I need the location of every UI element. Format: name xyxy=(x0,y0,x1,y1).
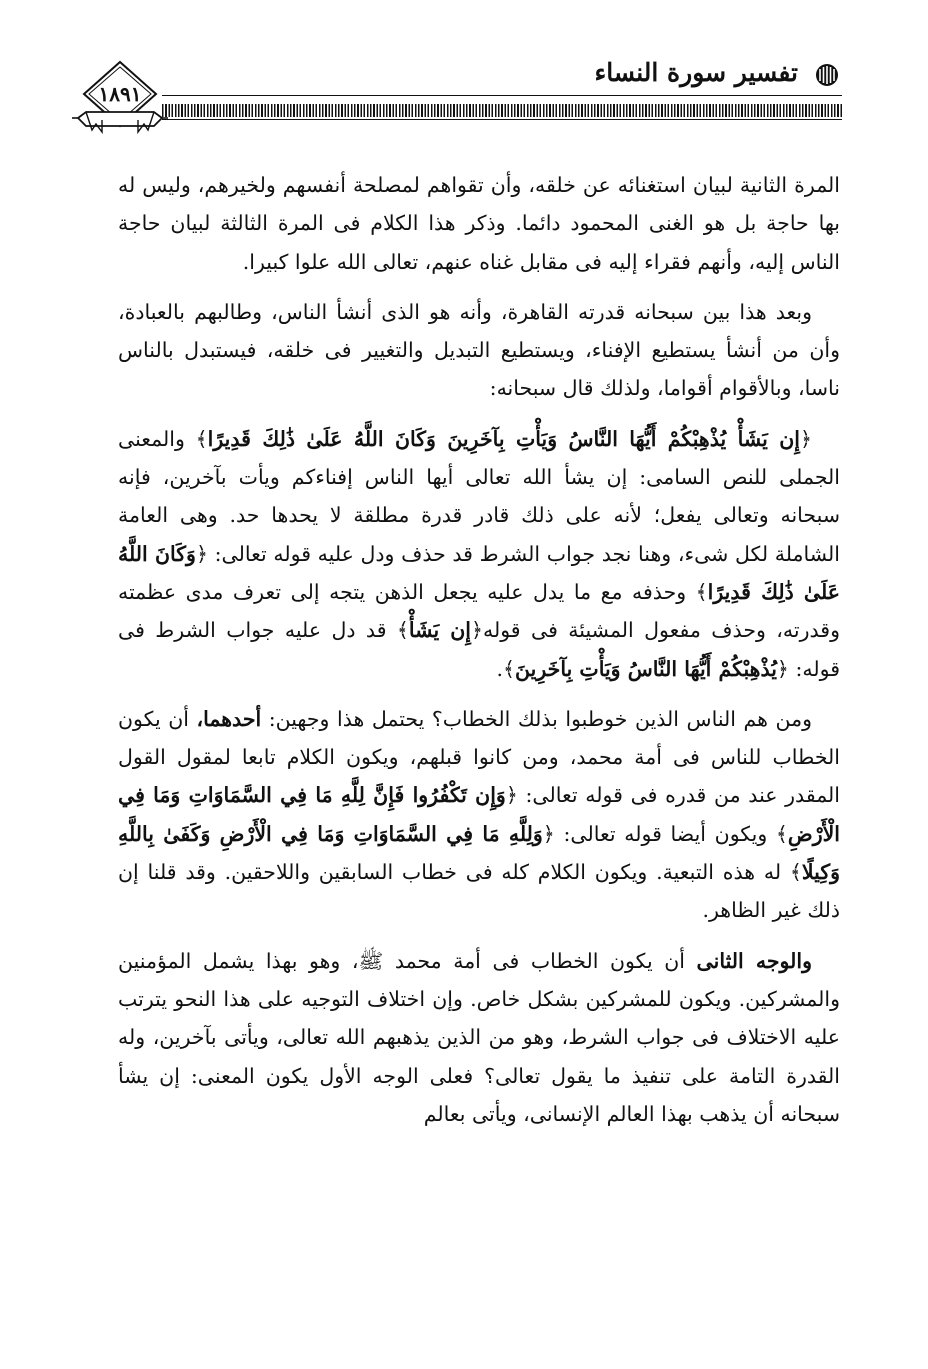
page-header xyxy=(0,0,928,150)
quran-verse: يُذْهِبْكُمْ أَيُّهَا النَّاسُ وَيَأْتِ بِآخَرِينَ xyxy=(515,656,777,681)
paragraph-text: والمعنى الجملى للنص السامى: إن يشأ الله تعالى أيها الناس إفناءكم ويأت بآخرين، فإنه سبحانه وتعالى يفعل؛ لأنه على ذلك قادر قدرة مطلقة لا يحدها حد. وهى العامة الشاملة لكل شىء، وهنا نجد جواب الشرط قد حذف ودل عليه قوله تعالى: xyxy=(118,426,840,566)
body-text xyxy=(118,166,840,1133)
verse-close-bracket: ﴾ xyxy=(789,860,802,885)
paragraph-5 xyxy=(118,942,840,1133)
paragraph-3 xyxy=(118,420,840,688)
quran-verse: إِن يَشَأْ xyxy=(408,618,471,643)
paragraph-text: أن يكون الخطاب فى أمة محمد ﷺ، وهو بهذا يشمل المؤمنين والمشركين. ويكون للمشركين بشكل خاص. وإن اختلاف التوجيه على هذا النحو يترتب عليه الاختلاف فى جواب الشرط، وهو من الذين يذهبهم الله تعالى، ويأتى بآخرين، وله القدرة التامة على تنفيذ ما يقول تعالى؟ فعلى الوجه الأول يكون المعنى: إن يشأ سبحانه أن يذهب بهذا العالم الإنسانى، ويأتى بعالم xyxy=(118,948,840,1126)
paragraph-1: المرة الثانية لبيان استغنائه عن خلقه، وأن تقواهم لمصلحة أنفسهم ولخيرهم، وليس له بها حاجة بل هو الغنى المحمود دائما. وذكر هذا الكلام فى المرة الثالثة لبيان حاجة الناس إليه، وأنهم فقراء إليه فى مقابل غناه عنهم، تعالى الله علوا كبيرا. xyxy=(118,173,840,274)
paragraph-text: قد دل عليه جواب الشرط فى قوله: xyxy=(118,618,840,681)
paragraph-2: وبعد هذا بين سبحانه قدرته القاهرة، وأنه هو الذى أنشأ الناس، وطالبهم بالعبادة، وأن من أنشأ يستطيع الإفناء، ويستطيع التبديل والتغيير فى خلقه، فيستبدل بالناس ناسا، وبالأقوام أقواما، ولذلك قال سبحانه: xyxy=(118,299,840,401)
paragraph-text: ويكون أيضا قوله تعالى: xyxy=(554,821,776,846)
lead-term: أحدهما، xyxy=(196,706,262,731)
running-title: تفسير سورة النساء xyxy=(594,58,798,87)
lead-term: والوجه الثانى xyxy=(696,948,812,973)
verse-close-bracket: ﴾ xyxy=(695,579,708,604)
header-rule-top xyxy=(162,95,842,96)
verse-close-bracket: ﴾ xyxy=(396,618,409,643)
paragraph-text: له هذه التبعية. ويكون الكلام كله فى خطاب السابقين واللاحقين. وقد قلنا إن ذلك غير الظاهر. xyxy=(118,860,840,923)
verse-open-bracket: ﴿ xyxy=(800,426,813,451)
paragraph-text: أن يكون الخطاب للناس فى أمة محمد، ومن كانوا قبلهم، ويكون الكلام تابعا لمقول القول المقدر عند من قدره فى قوله تعالى: xyxy=(118,706,840,808)
quran-verse: إِن يَشَأْ يُذْهِبْكُمْ أَيُّهَا النَّاسُ وَيَأْتِ بِآخَرِينَ وَكَانَ اللَّهُ عَلَىٰ ذَٰلِكَ قَدِيرًا xyxy=(207,426,800,451)
quran-verse: وَإِن تَكْفُرُوا فَإِنَّ لِلَّهِ مَا فِي السَّمَاوَاتِ وَمَا فِي الْأَرْضِ xyxy=(118,783,840,846)
header-rule-bottom xyxy=(162,119,842,120)
ornament-bullet-icon xyxy=(812,60,842,90)
verse-open-bracket: ﴿ xyxy=(542,821,555,846)
verse-close-bracket: ﴾ xyxy=(775,821,788,846)
paragraph-text: ومن هم الناس الذين خوطبوا بذلك الخطاب؟ يحتمل هذا وجهين: xyxy=(261,706,812,731)
page-number: ١٨٩١ xyxy=(98,82,142,106)
verse-open-bracket: ﴿ xyxy=(195,541,208,566)
quran-verse: وَلِلَّهِ مَا فِي السَّمَاوَاتِ وَمَا فِي الْأَرْضِ وَكَفَىٰ بِاللَّهِ وَكِيلًا xyxy=(118,821,840,885)
paragraph-4 xyxy=(118,700,840,930)
verse-open-bracket: ﴿ xyxy=(470,618,483,643)
verse-close-bracket: ﴾ xyxy=(195,426,208,451)
verse-close-bracket: ﴾ xyxy=(503,656,516,681)
paragraph-text: . xyxy=(496,656,504,681)
verse-open-bracket: ﴿ xyxy=(505,783,518,808)
quran-verse: وَكَانَ اللَّهُ عَلَىٰ ذَٰلِكَ قَدِيرًا xyxy=(118,541,840,604)
paragraph-text: وحذفه مع ما يدل عليه يجعل الذهن يتجه إلى تعرف مدى عظمته وقدرته، وحذف مفعول المشيئة فى قوله xyxy=(118,579,840,643)
verse-open-bracket: ﴿ xyxy=(776,656,789,681)
header-rule-hatched xyxy=(162,104,842,117)
